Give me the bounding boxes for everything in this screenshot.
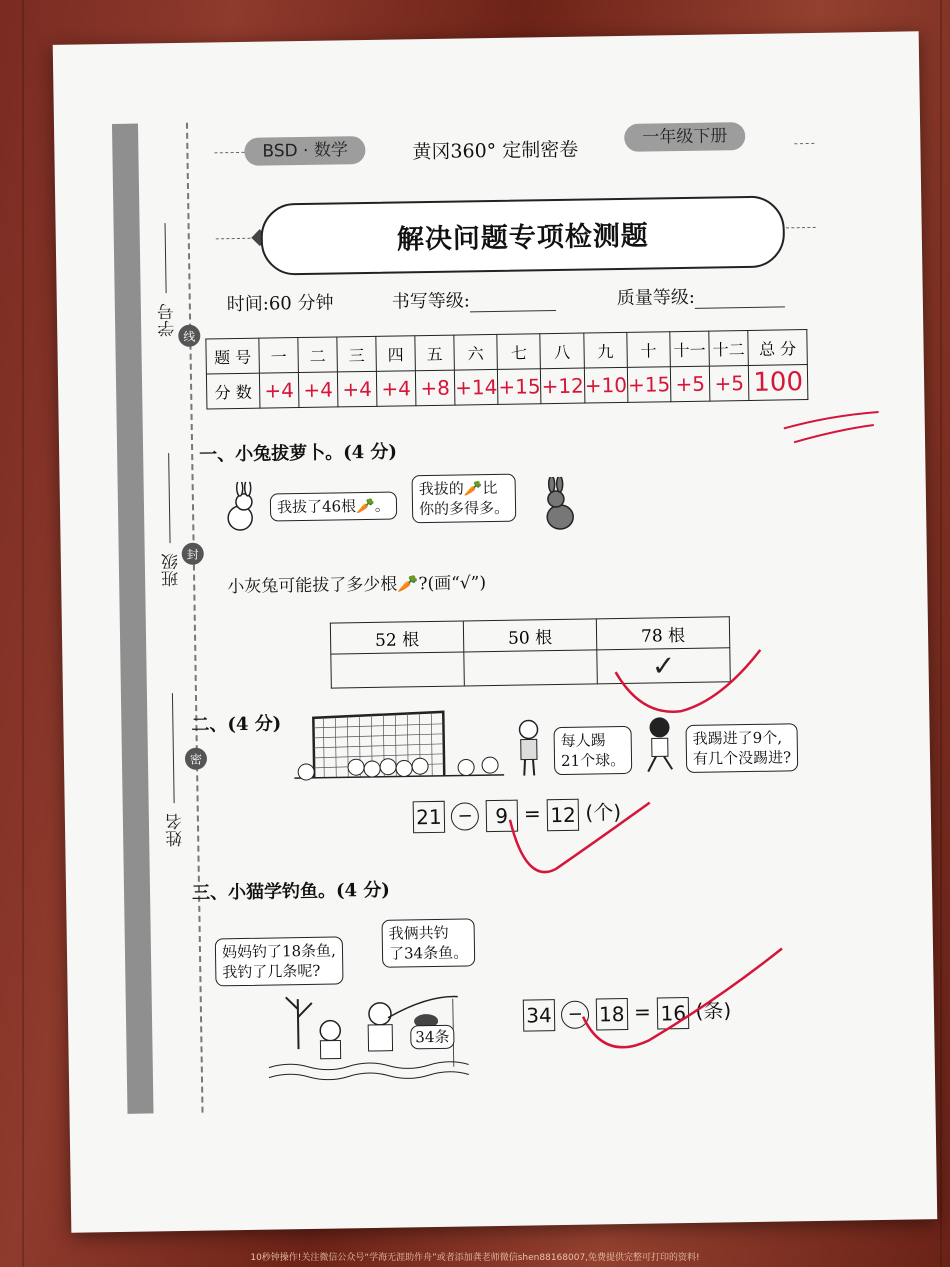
score-header-cell: 八 (540, 333, 584, 369)
class-line (168, 453, 170, 543)
header-dash (214, 152, 244, 153)
tree-icon (286, 997, 313, 1049)
score-cell: +14 (454, 369, 498, 405)
q3-bubble-right-2: 了34条鱼。 (388, 943, 469, 963)
score-header-cell: 七 (497, 334, 541, 370)
q2-bubble-right-2: 有几个没踢进? (692, 748, 792, 768)
red-check-icon (505, 798, 656, 890)
student-no-label: 学号 (157, 302, 179, 338)
q2-bubble-left-2: 21个球。 (560, 750, 626, 770)
q1-question (227, 568, 486, 597)
score-header-cell: 六 (454, 334, 498, 370)
page-title: 解决问题专项检测题 (396, 220, 650, 256)
score-header-cell: 十 (627, 332, 671, 368)
q1-option: 50 根 (463, 619, 596, 652)
carrot-icon: 🥕 (463, 479, 483, 498)
wood-grain (22, 0, 24, 1267)
q1-answer-cell[interactable]: ✓ (597, 648, 731, 684)
score-cell: +4 (337, 371, 377, 407)
white-rabbit-icon (220, 482, 261, 535)
score-cell: +15 (627, 367, 671, 403)
q2-eq-a[interactable]: 21 (413, 800, 445, 832)
score-header-total: 总 分 (748, 330, 808, 366)
header-dash (794, 143, 814, 144)
class-label: 班级 (161, 552, 183, 588)
boy-icon (513, 717, 544, 777)
exam-paper (53, 31, 938, 1232)
name-label: 姓名 (165, 812, 187, 848)
score-header-cell: 二 (298, 337, 338, 373)
q2-bubble-left (554, 726, 633, 775)
q3-eq-equals: = (633, 999, 652, 1024)
quality-grade-label: 质量等级: (616, 286, 696, 310)
q3-eq-b[interactable]: 18 (595, 997, 627, 1029)
q3-bubble-left (215, 936, 344, 986)
q1-bubble-right (412, 474, 517, 524)
q3-eq-operator[interactable]: − (561, 1000, 589, 1028)
gray-rabbit-icon (538, 477, 583, 534)
score-header-cell: 十二 (709, 330, 749, 366)
q1-bubble-right-2: 你的多得多。 (418, 498, 510, 519)
q1-title: 一、小兔拔萝卜。(4 分) (199, 441, 398, 466)
q3-eq-a[interactable]: 34 (523, 999, 555, 1031)
q1-answer-cell[interactable] (331, 652, 465, 688)
q1-option: 78 根 (596, 617, 729, 650)
q2-eq-b[interactable]: 9 (485, 799, 517, 831)
score-header-cell: 三 (337, 336, 377, 372)
score-cell: +15 (498, 369, 542, 405)
score-cell: +4 (259, 373, 299, 409)
writing-grade-blank (470, 294, 556, 312)
q2-bubble-right (685, 723, 798, 773)
q1-answer-cell[interactable] (464, 650, 598, 686)
row-label-tihao: 题 号 (206, 338, 260, 374)
q3-bubble-left-2: 我钓了几条呢? (222, 961, 321, 982)
score-cell: +5 (670, 366, 710, 402)
q1-question-tail: ?(画“√”) (418, 573, 487, 595)
time-label: 时间:60 分钟 (226, 292, 334, 316)
score-header-cell: 九 (583, 332, 627, 368)
q2-bubble-right-1: 我踢进了9个, (692, 728, 783, 748)
score-cell: +12 (541, 368, 585, 404)
total-underline-scribble (779, 407, 890, 449)
binding-dashed-line (186, 123, 204, 1113)
title-banner (260, 195, 785, 275)
score-cell: +4 (298, 372, 338, 408)
row-label-fenshu: 分 数 (206, 373, 260, 409)
score-cell: +4 (376, 371, 416, 407)
banner-dash-left (216, 238, 256, 240)
q2-title: 二、(4 分) (191, 713, 282, 736)
q3-eq-c[interactable]: 16 (657, 996, 689, 1028)
q1-bubble-right-line1 (419, 478, 509, 499)
student-no-line (165, 223, 167, 293)
q1-question-text: 小灰兔可能拔了多少根 (227, 574, 398, 598)
q1-bubble-right-1: 我拔的 (418, 479, 464, 499)
brand-text: 黄冈360° 定制密卷 (412, 138, 579, 164)
footer-watermark: 10秒钟操作!关注微信公众号“学海无涯助作舟”或者添加龚老师微信shen88168007,免费提供完整可打印的资料! (250, 1253, 700, 1263)
red-check-icon (577, 943, 789, 1056)
score-total-cell: 100 (748, 365, 808, 401)
score-header-cell: 一 (259, 338, 299, 374)
score-cell: +8 (415, 370, 455, 406)
quality-grade-blank (695, 290, 785, 308)
grade-pill: 一年级下册 (624, 122, 745, 152)
score-header-cell: 五 (415, 335, 455, 371)
q3-title: 三、小猫学钓鱼。(4 分) (191, 879, 391, 904)
mother-cat-icon (369, 1003, 391, 1025)
q2-eq-unit: (个) (585, 800, 622, 825)
q2-eq-operator[interactable]: − (451, 802, 479, 830)
q1-option: 52 根 (330, 621, 463, 654)
score-header-cell: 四 (376, 336, 416, 372)
q2-bubble-left-1: 每人踢 (560, 731, 606, 750)
quality-grade-field (617, 281, 785, 310)
q3-bubble-right-1: 我俩共钓 (388, 923, 449, 943)
score-table (205, 329, 808, 409)
binding-margin-bar (112, 124, 154, 1114)
q2-eq-equals: = (523, 801, 541, 826)
q2-eq-c[interactable]: 12 (547, 798, 579, 830)
series-pill: BSD · 数学 (244, 136, 366, 166)
red-check-icon (610, 640, 771, 723)
soccer-goal-icon (293, 703, 504, 786)
small-cat-icon (320, 1020, 340, 1040)
seal-xian: 线 (178, 325, 200, 347)
score-cell: +10 (584, 367, 628, 403)
seal-mi: 密 (185, 748, 207, 770)
score-cell: +5 (709, 365, 749, 401)
q1-bubble-right-1b: 比 (482, 478, 498, 498)
wood-grain (940, 0, 942, 1267)
carrot-icon: 🥕 (397, 574, 419, 595)
q3-sign: 34条 (410, 1025, 454, 1050)
writing-grade-field (392, 285, 556, 314)
banner-dash-right (781, 227, 816, 229)
kicking-boy-icon (641, 715, 678, 776)
name-line (172, 693, 175, 803)
q1-bubble-left: 我拔了46根🥕。 (270, 492, 397, 522)
q3-eq-unit: (条) (695, 998, 732, 1023)
q1-bubble-left-text: 我拔了46根 (276, 497, 357, 517)
score-header-cell: 十一 (670, 331, 710, 367)
q3-bubble-right (382, 918, 476, 967)
q3-bubble-left-1: 妈妈钓了18条鱼, (221, 941, 336, 962)
writing-grade-label: 书写等级: (391, 290, 471, 313)
carrot-icon: 🥕 (355, 496, 375, 516)
seal-feng: 封 (182, 543, 204, 565)
